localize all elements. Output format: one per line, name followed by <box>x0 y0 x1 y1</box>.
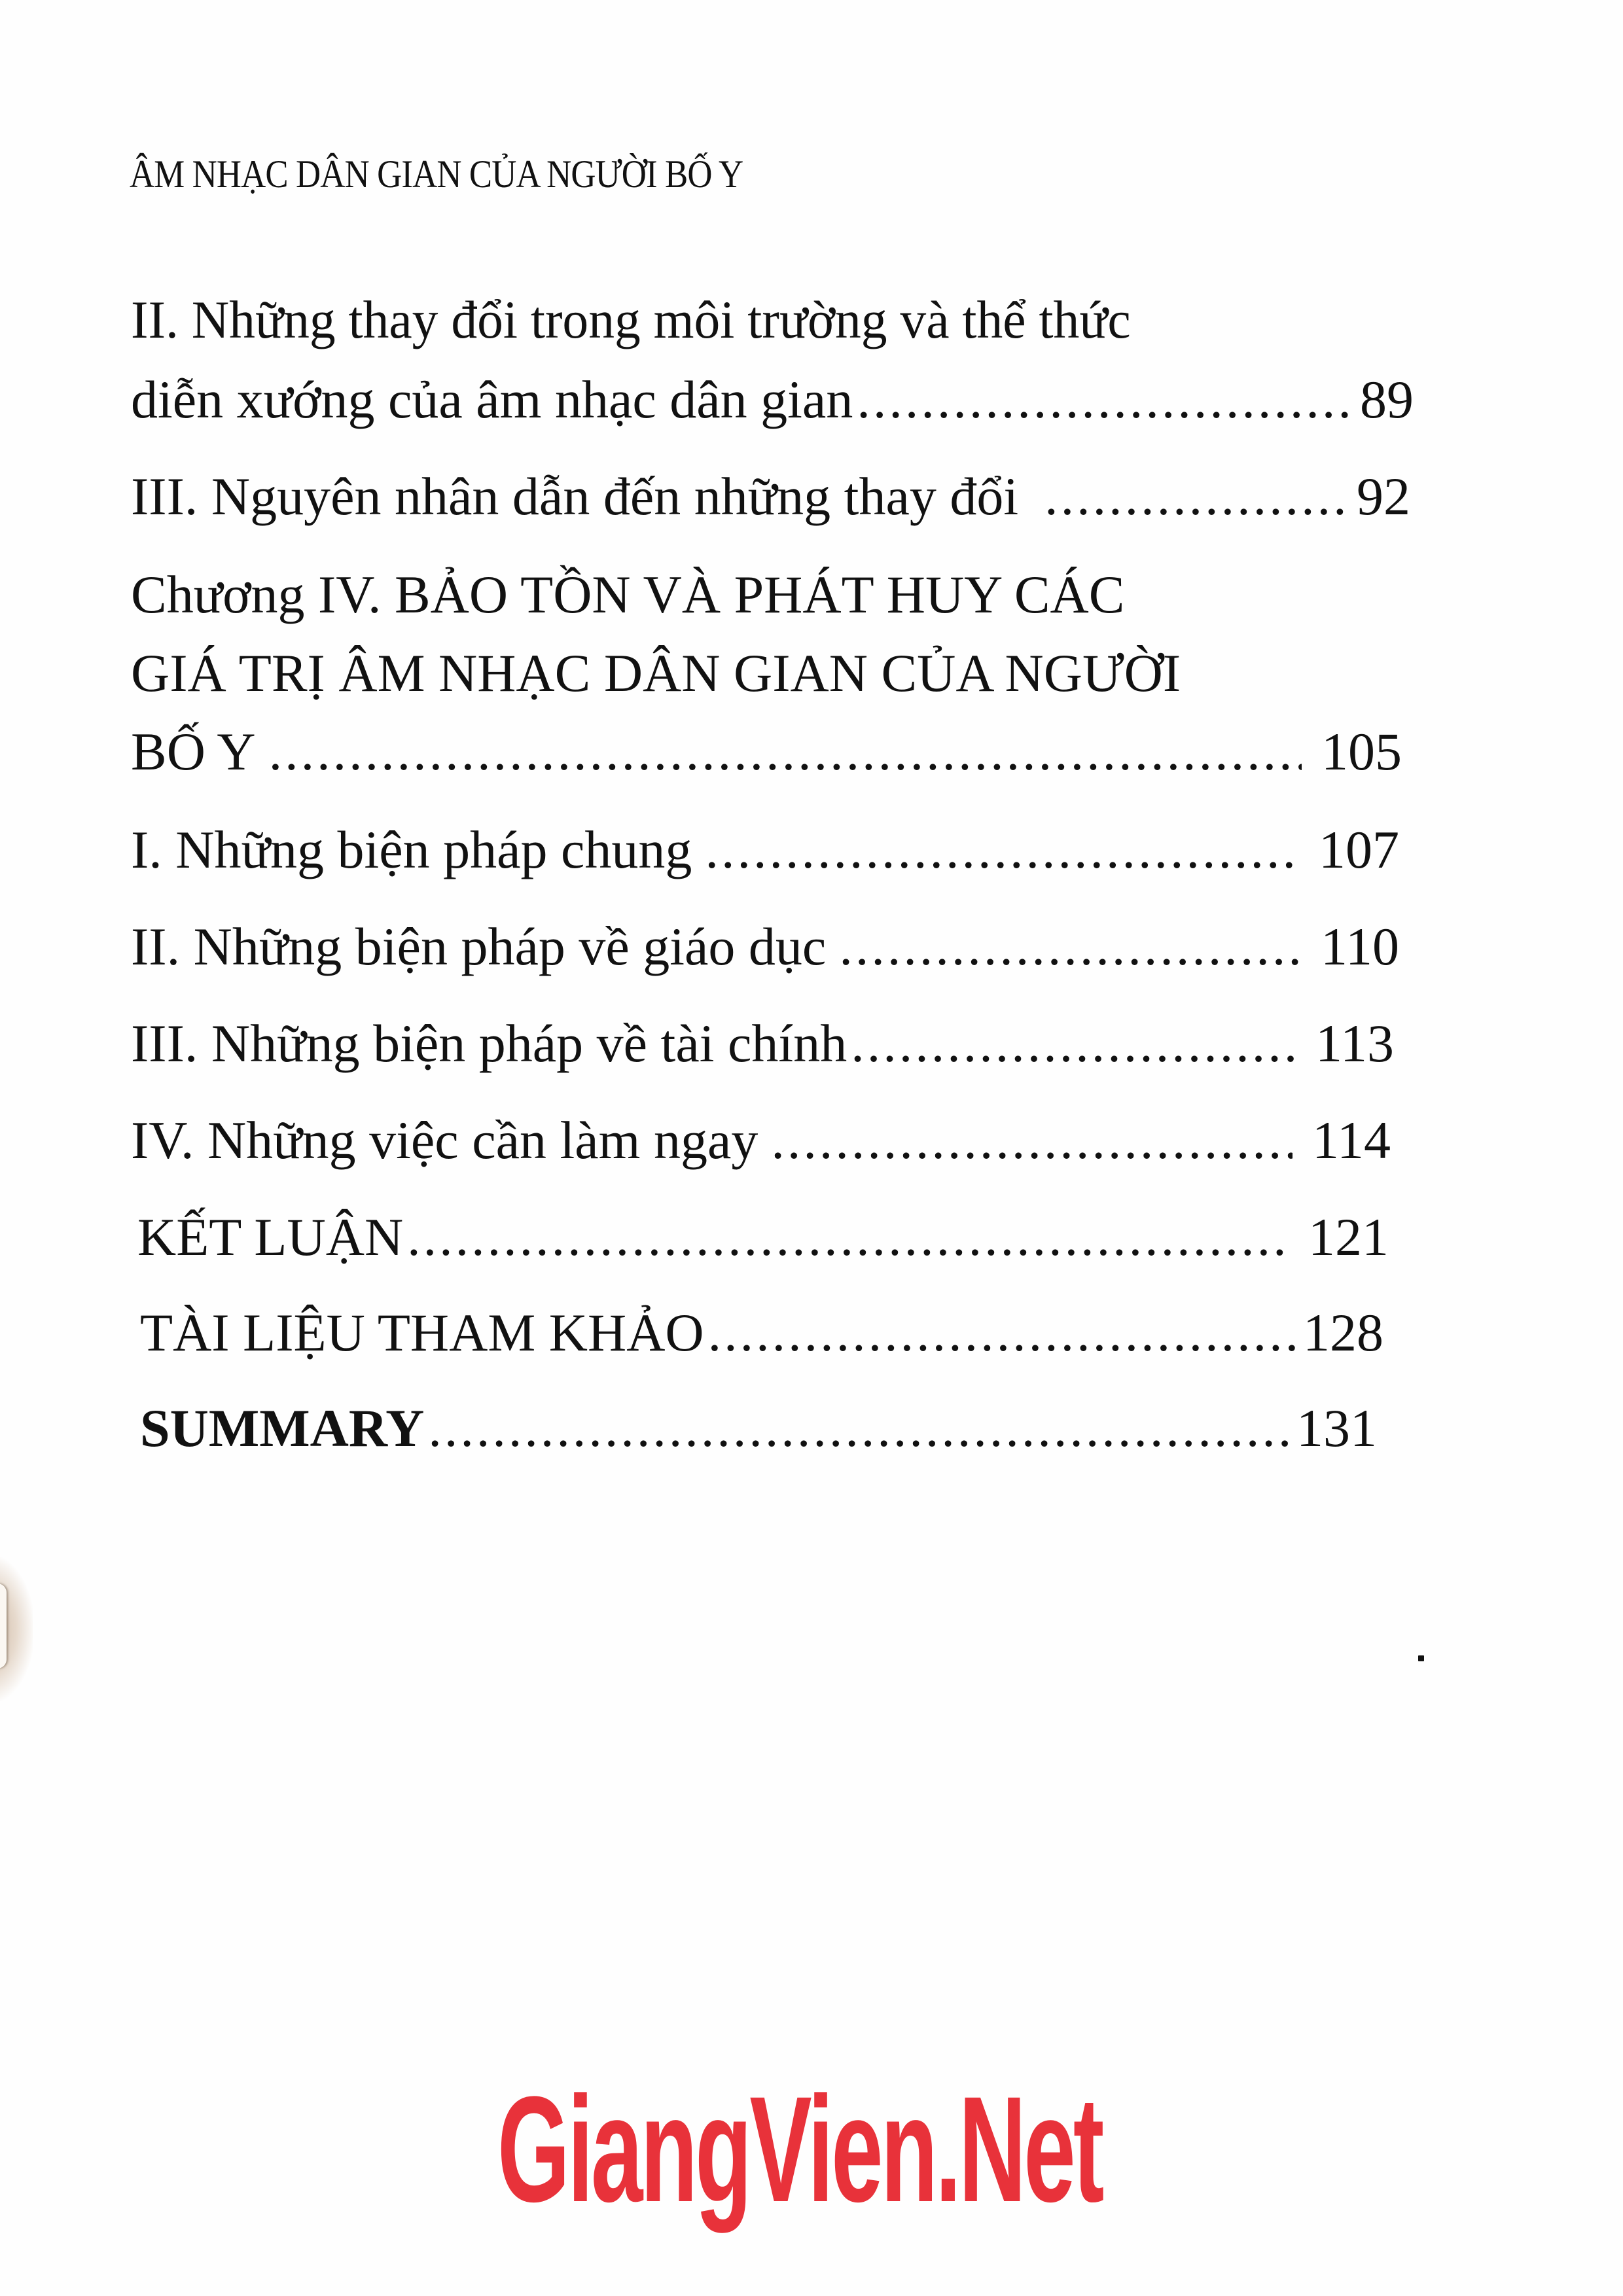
watermark-logo: GiangVien.Net <box>497 2065 1102 2233</box>
toc-chapter-title: Chương IV. BẢO TỒN VÀ PHÁT HUY CÁC <box>131 565 1125 624</box>
dot-leader <box>857 373 1356 427</box>
toc-entry-line <box>131 643 1181 703</box>
toc-entry-title: IV. Những việc cần làm ngay <box>131 1110 758 1170</box>
toc-entry[interactable] <box>140 1398 1377 1458</box>
toc-entry-title: II. Những thay đổi trong môi trường và thể thức <box>131 290 1131 349</box>
toc-page-number: 131 <box>1296 1398 1377 1458</box>
dot-leader <box>1044 470 1353 523</box>
scan-edge-inner <box>0 1583 7 1669</box>
toc-entry-title: KẾT LUẬN <box>137 1207 404 1267</box>
toc-entry-line <box>131 290 1162 349</box>
toc-page-number: 113 <box>1315 1014 1394 1073</box>
toc-entry[interactable] <box>131 1014 1394 1073</box>
toc-entry-title: III. Nguyên nhân dẫn đến những thay đổi <box>131 467 1019 526</box>
dot-leader <box>269 725 1302 779</box>
dot-leader <box>851 1017 1296 1070</box>
toc-chapter-title: BỐ Y <box>131 722 256 781</box>
toc-page-number: 114 <box>1312 1110 1391 1170</box>
running-header: ÂM NHẠC DÂN GIAN CỦA NGƯỜI BỐ Y <box>130 152 743 196</box>
toc-entry[interactable] <box>131 467 1410 526</box>
toc-chapter-title: GIÁ TRỊ ÂM NHẠC DÂN GIAN CỦA NGƯỜI <box>131 643 1181 703</box>
dot-leader <box>839 920 1301 974</box>
toc-page-number: 92 <box>1357 467 1410 526</box>
dot-leader <box>428 1402 1293 1455</box>
toc-entry-line <box>131 565 1125 624</box>
toc-page-number: 121 <box>1308 1207 1389 1267</box>
dot-leader <box>407 1210 1289 1264</box>
toc-page-number: 89 <box>1360 370 1414 429</box>
toc-entry[interactable] <box>131 820 1399 879</box>
toc-page-number: 110 <box>1321 917 1399 976</box>
toc-entry[interactable] <box>140 1303 1383 1362</box>
toc-entry[interactable] <box>137 1207 1389 1267</box>
toc-entry-title: SUMMARY <box>140 1398 425 1458</box>
dot-leader <box>705 823 1299 877</box>
toc-entry[interactable] <box>131 722 1402 781</box>
dot-leader <box>708 1306 1299 1360</box>
toc-page-number: 107 <box>1319 820 1399 879</box>
dot-leader <box>771 1114 1293 1167</box>
toc-entry-title: TÀI LIỆU THAM KHẢO <box>140 1303 704 1362</box>
toc-entry-title: diễn xướng của âm nhạc dân gian <box>131 370 853 429</box>
stray-ink-dot <box>1418 1655 1424 1661</box>
toc-entry-title: III. Những biện pháp về tài chính <box>131 1014 847 1073</box>
toc-entry[interactable] <box>131 1110 1391 1170</box>
toc-entry-title: II. Những biện pháp về giáo dục <box>131 917 827 976</box>
toc-page-number: 128 <box>1303 1303 1383 1362</box>
scan-edge-artifact <box>0 1557 33 1701</box>
toc-entry-title: I. Những biện pháp chung <box>131 820 692 879</box>
toc-entry[interactable] <box>131 370 1414 429</box>
toc-page-number: 105 <box>1321 722 1402 781</box>
toc-entry[interactable] <box>131 917 1399 976</box>
